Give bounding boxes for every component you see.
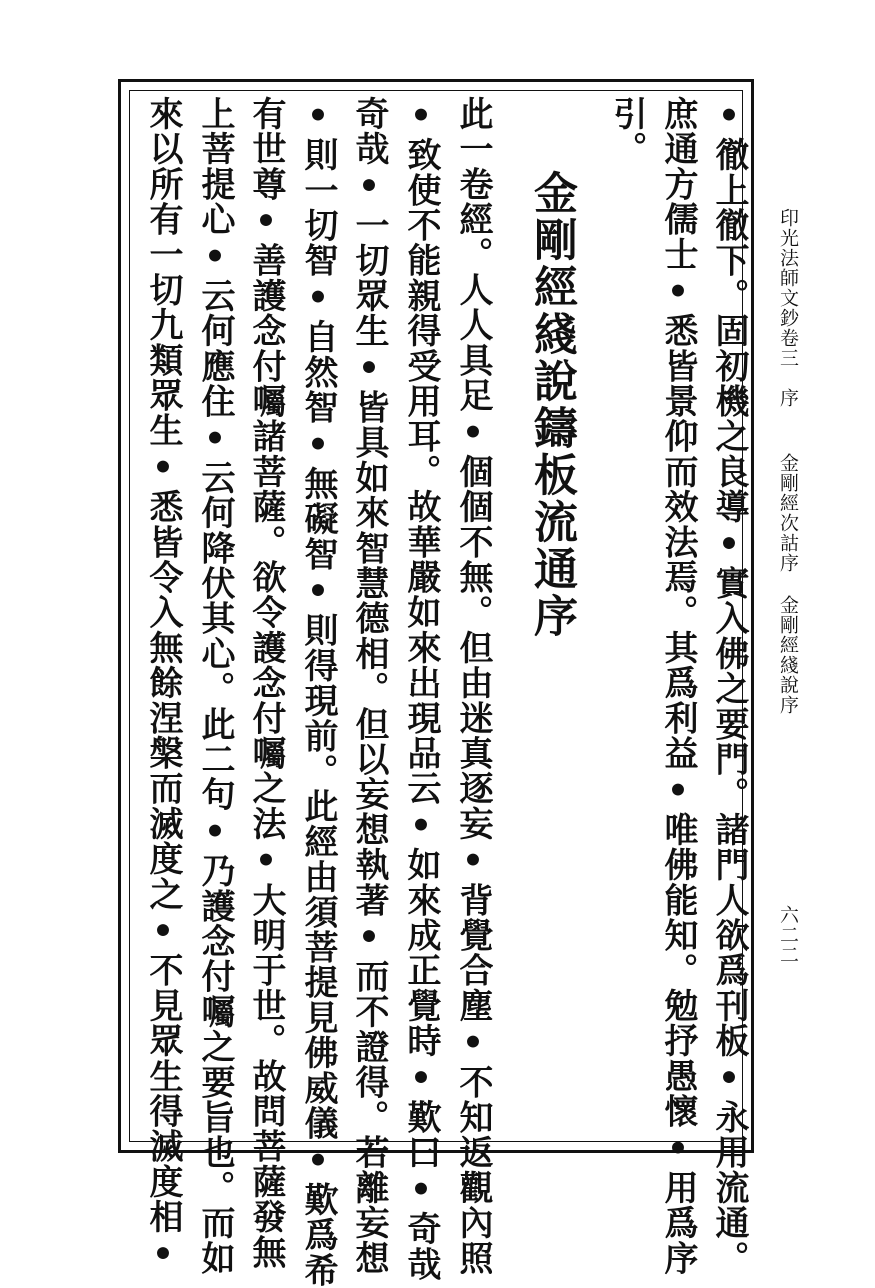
text-column-1: •徹上徹下。固初機之良導•實入佛之要門。諸門人欲爲刊板•永用流通。 — [709, 96, 749, 1276]
running-header-book-title: 印光法師文鈔卷三 — [777, 208, 799, 368]
text-column-7: •則一切智•自然智•無礙智•則得現前。此經由須菩提見佛威儀•歎爲希 — [298, 96, 338, 1288]
running-header-section: 序 — [777, 388, 799, 408]
page-number: 六二二 — [777, 905, 799, 965]
text-column-8: 有世尊•善護念付囑諸菩薩。欲令護念付囑之法•大明于世。故問菩薩發無 — [246, 96, 286, 1270]
running-header-chapter-current: 金剛經綫說序 — [777, 595, 799, 715]
text-column-5: •致使不能親得受用耳。故華嚴如來出現品云•如來成正覺時•歎曰•奇哉 — [401, 96, 441, 1282]
running-header-chapter-previous: 金剛經次詁序 — [777, 453, 799, 573]
text-column-9: 上菩提心•云何應住•云何降伏其心。此二句•乃護念付囑之要旨也。而如 — [195, 96, 235, 1276]
text-column-10: 來以所有一切九類眾生•悉皆令入無餘涅槃而滅度之•不見眾生得滅度相• — [143, 96, 183, 1276]
text-column-6: 奇哉•一切眾生•皆具如來智慧德相。但以妄想執著•而不證得。若離妄想 — [349, 96, 389, 1276]
section-title: 金剛經綫說鑄板流通序 — [526, 170, 577, 640]
text-column-3: 引。 — [607, 96, 647, 167]
text-column-2: 庶通方儒士•悉皆景仰而效法焉。其爲利益•唯佛能知。勉抒愚懷•用爲序 — [658, 96, 698, 1276]
text-column-4: 此一卷經。人人具足•個個不無。但由迷真逐妄•背覺合塵•不知返觀內照 — [453, 96, 493, 1276]
